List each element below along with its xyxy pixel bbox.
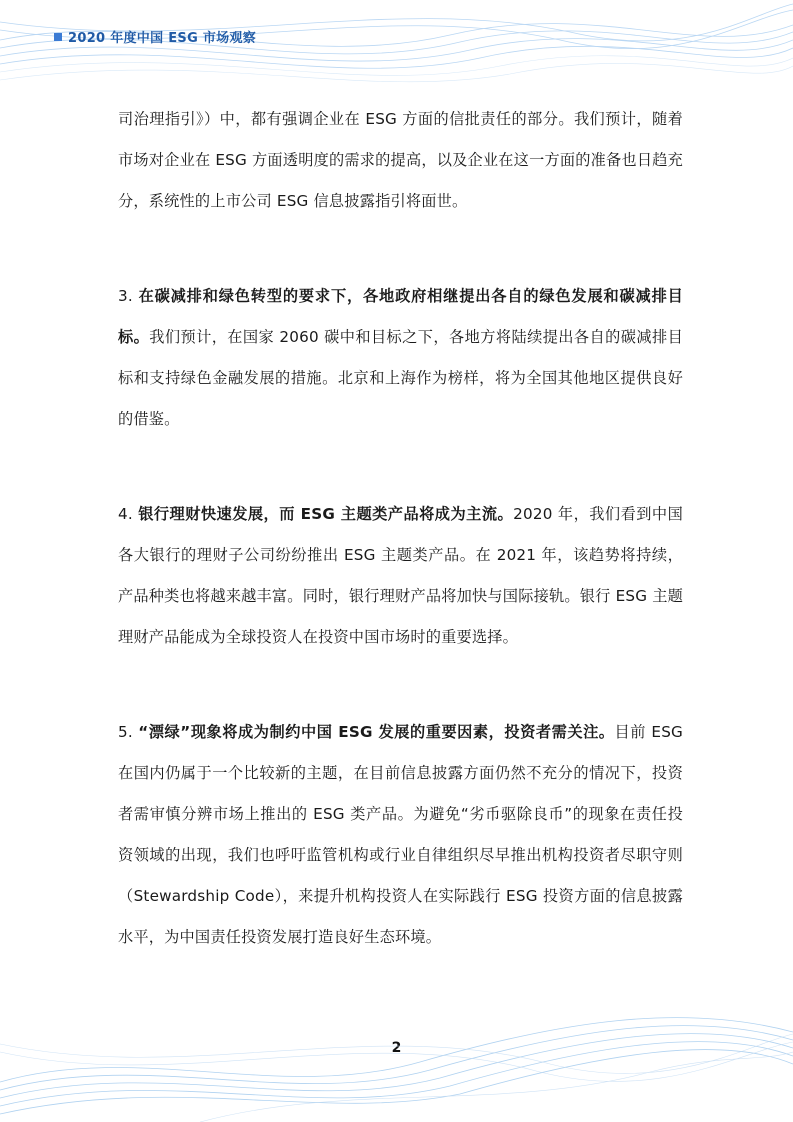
document-body	[118, 99, 683, 1012]
paragraph-5	[118, 712, 683, 958]
paragraph-3	[118, 276, 683, 440]
paragraph-3-text: 我们预计，在国家 2060 碳中和目标之下，各地方将陆续提出各自的碳减排目标和支持绿色金融发展的措施。北京和上海作为榜样，将为全国其他地区提供良好的借鉴。	[118, 328, 683, 428]
paragraph-3-number: 3.	[118, 287, 139, 305]
header-square-icon	[54, 33, 62, 41]
header-title: 2020 年度中国 ESG 市场观察	[68, 31, 257, 46]
top-wave-decoration	[0, 0, 793, 110]
paragraph-5-bold: “漂绿”现象将成为制约中国 ESG 发展的重要因素，投资者需关注。	[138, 723, 615, 741]
paragraph-5-number: 5.	[118, 723, 139, 741]
paragraph-3-bold: 在碳减排和绿色转型的要求下，各地政府相继提出各自的绿色发展和碳减排目标。	[118, 287, 683, 346]
paragraph-1-text: 司治理指引》）中，都有强调企业在 ESG 方面的信批责任的部分。我们预计，随着市场对企业在 ESG 方面透明度的需求的提高，以及企业在这一方面的准备也日趋充分，系统性的上市公司 ESG 信息披露指引将面世。	[118, 110, 683, 210]
paragraph-4-text: 2020 年，我们看到中国各大银行的理财子公司纷纷推出 ESG 主题类产品。在 2021 年，该趋势将持续，产品种类也将越来越丰富。同时，银行理财产品将加快与国际接轨。银行 ESG 主题理财产品能成为全球投资人在投资中国市场时的重要选择。	[118, 505, 683, 646]
paragraph-4-number: 4.	[118, 505, 139, 523]
paragraph-4-bold: 银行理财快速发展，而 ESG 主题类产品将成为主流。	[138, 505, 514, 523]
document-header	[54, 27, 256, 46]
page-number: 2	[391, 1040, 402, 1056]
paragraph-5-text: 目前 ESG 在国内仍属于一个比较新的主题，在目前信息披露方面仍然不充分的情况下，投资者需审慎分辨市场上推出的 ESG 类产品。为避免“劣币驱除良币”的现象在责任投资领域的出现，我们也呼吁监管机构或行业自律组织尽早推出机构投资者尽职守则（Stewardship Code），来提升机构投资人在实际践行 ESG 投资方面的信息披露水平，为中国责任投资发展打造良好生态环境。	[118, 723, 684, 946]
paragraph-4	[118, 494, 683, 658]
paragraph-1	[118, 99, 683, 222]
